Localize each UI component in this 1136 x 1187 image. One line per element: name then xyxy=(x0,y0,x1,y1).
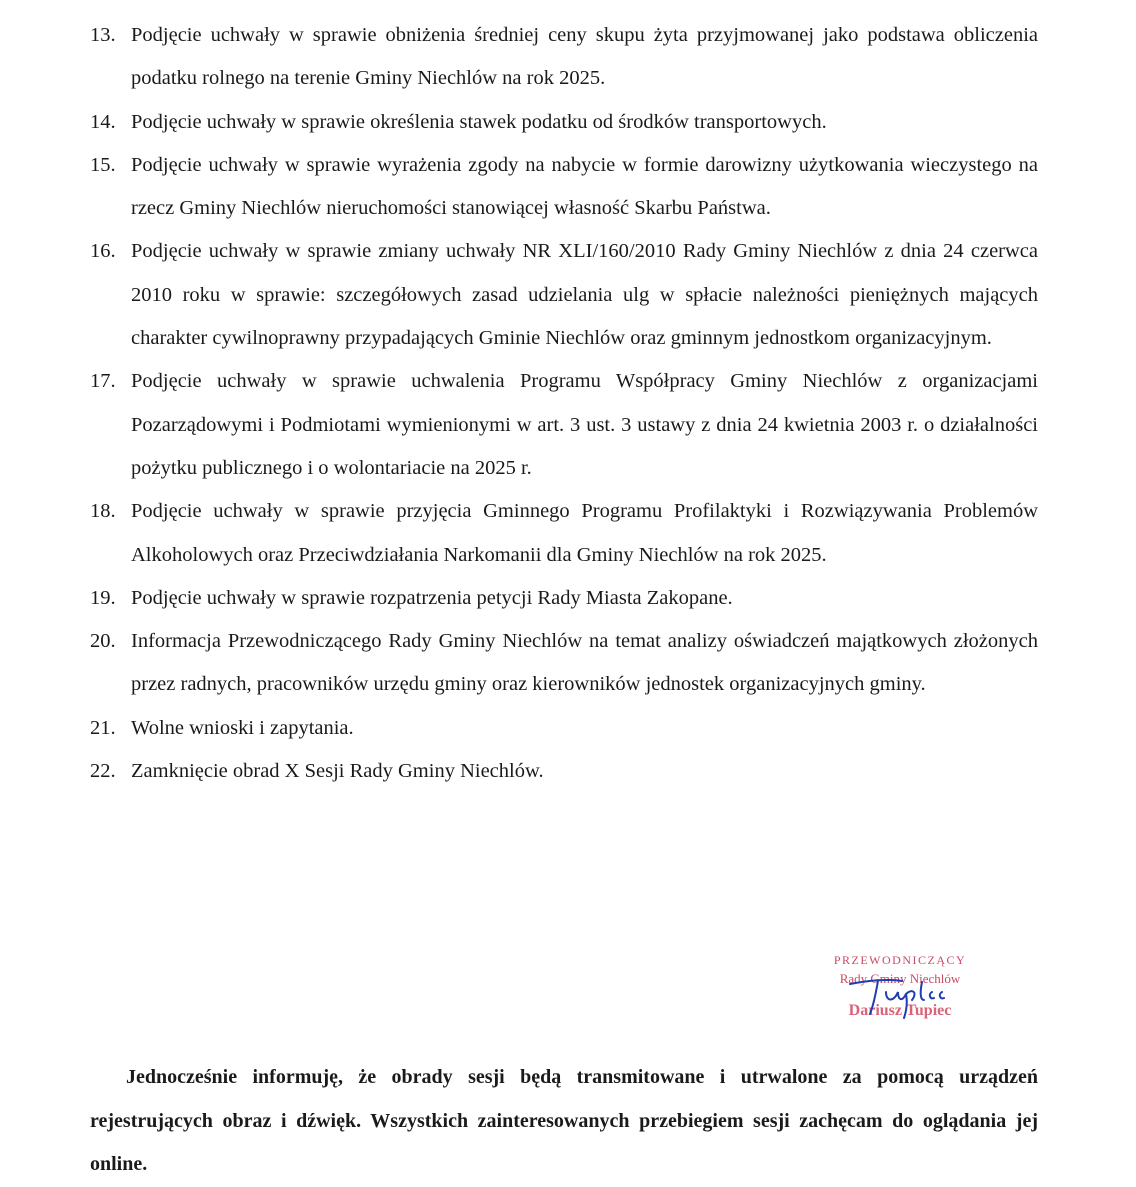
item-text: Podjęcie uchwały w sprawie zmiany uchwały NR XLI/160/2010 Rady Gminy Niechlów z dnia 24 czerwca 2010 roku w sprawie: szczegółowych zasad udzielania ulg w spłacie należności pieniężnych mających charakter cywilnoprawny przypadających Gminie Niechlów oraz gminnym jednostkom organizacyjnym. xyxy=(131,240,1038,350)
item-text: Wolne wnioski i zapytania. xyxy=(131,716,354,739)
item-number: 18. xyxy=(90,500,116,523)
stamp-name: Dariusz Tupiec xyxy=(848,1002,952,1019)
agenda-item-15 xyxy=(90,144,1038,231)
item-text: Podjęcie uchwały w sprawie przyjęcia Gminnego Programu Profilaktyki i Rozwiązywania Problemów Alkoholowych oraz Przeciwdziałania Narkomanii dla Gminy Niechlów na rok 2025. xyxy=(131,500,1038,566)
item-text: Podjęcie uchwały w sprawie rozpatrzenia petycji Rady Miasta Zakopane. xyxy=(131,586,733,609)
item-number: 19. xyxy=(90,586,116,609)
item-text: Zamknięcie obrad X Sesji Rady Gminy Niechlów. xyxy=(131,760,544,783)
agenda-list xyxy=(90,14,1038,793)
agenda-item-21 xyxy=(90,707,1038,750)
chairman-stamp xyxy=(800,950,1000,1030)
item-number: 16. xyxy=(90,240,116,263)
agenda-item-16 xyxy=(90,230,1038,360)
agenda-item-18 xyxy=(90,490,1038,577)
agenda-item-19 xyxy=(90,577,1038,620)
item-number: 15. xyxy=(90,153,116,176)
item-text: Podjęcie uchwały w sprawie określenia stawek podatku od środków transportowych. xyxy=(131,110,827,133)
stamp-organization: Rady Gminy Niechlów xyxy=(839,971,961,986)
signature-icon xyxy=(840,970,960,1020)
item-text: Podjęcie uchwały w sprawie obniżenia średniej ceny skupu żyta przyjmowanej jako podstawa obliczenia podatku rolnego na terenie Gminy Niechlów na rok 2025. xyxy=(131,24,1038,90)
item-number: 17. xyxy=(90,370,116,393)
stamp-title: PRZEWODNICZĄCY xyxy=(833,953,967,967)
item-number: 21. xyxy=(90,716,116,739)
agenda-item-22 xyxy=(90,750,1038,793)
agenda-item-17 xyxy=(90,360,1038,490)
agenda-item-14 xyxy=(90,101,1038,144)
item-text: Podjęcie uchwały w sprawie uchwalenia Programu Współpracy Gminy Niechlów z organizacjami Pozarządowymi i Podmiotami wymienionymi w art. 3 ust. 3 ustawy z dnia 24 kwietnia 2003 r. o działalności pożytku publicznego i o wolontariacie na 2025 r. xyxy=(131,370,1038,479)
agenda-item-20 xyxy=(90,620,1038,707)
item-number: 20. xyxy=(90,630,116,653)
notice-paragraph: Jednocześnie informuję, że obrady sesji będą transmitowane i utrwalone za pomocą urządzeń rejestrujących obraz i dźwięk. Wszystkich zainteresowanych przebiegiem sesji zachęcam do oglądania jej online. xyxy=(90,1066,1038,1175)
item-number: 13. xyxy=(90,24,116,46)
item-text: Informacja Przewodniczącego Rady Gminy Niechlów na temat analizy oświadczeń majątkowych złożonych przez radnych, pracowników urzędu gminy oraz kierowników jednostek organizacyjnych gminy. xyxy=(131,630,1038,696)
item-number: 14. xyxy=(90,110,116,133)
item-number: 22. xyxy=(90,760,116,783)
agenda-item-13 xyxy=(90,14,1038,101)
item-text: Podjęcie uchwały w sprawie wyrażenia zgody na nabycie w formie darowizny użytkowania wieczystego na rzecz Gminy Niechlów nieruchomości stanowiącej własność Skarbu Państwa. xyxy=(131,153,1038,220)
